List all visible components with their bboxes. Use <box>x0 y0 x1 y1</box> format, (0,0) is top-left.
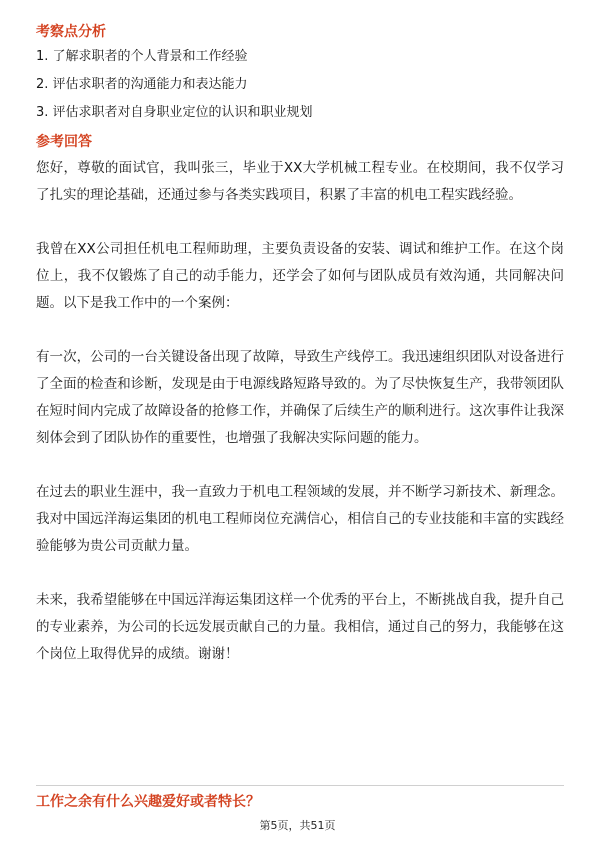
answer-paragraph-1: 您好，尊敬的面试官，我叫张三，毕业于XX大学机械工程专业。在校期间，我不仅学习了扎实的理论基础，还通过参与各类实践项目，积累了丰富的机电工程实践经验。 <box>36 160 564 203</box>
answer-heading: 参考回答 <box>36 134 92 150</box>
next-question-heading: 工作之余有什么兴趣爱好或者特长？ <box>36 794 260 810</box>
paragraph-spacer <box>36 209 564 236</box>
paragraph-spacer <box>36 452 564 479</box>
page-number: 第5页，共51页 <box>259 819 336 832</box>
answer-paragraph-5: 未来，我希望能够在中国远洋海运集团这样一个优秀的平台上，不断挑战自我，提升自己的专业素养，为公司的长远发展贡献自己的力量。我相信，通过自己的努力，我能够在这个岗位上取得优异的成绩。谢谢！ <box>36 592 564 662</box>
paragraph-spacer <box>36 317 564 344</box>
page-content <box>36 22 564 668</box>
analysis-point-1: 1. 了解求职者的个人背景和工作经验 <box>36 49 248 64</box>
analysis-point-3: 3. 评估求职者对自身职业定位的认识和职业规划 <box>36 105 313 120</box>
answer-paragraph-3: 有一次，公司的一台关键设备出现了故障，导致生产线停工。我迅速组织团队对设备进行了全面的检查和诊断，发现是由于电源线路短路导致的。为了尽快恢复生产，我带领团队在短时间内完成了故障设备的抢修工作，并确保了后续生产的顺利进行。这次事件让我深刻体会到了团队协作的重要性，也增强了我解决实际问题的能力。 <box>36 349 564 446</box>
analysis-point-2: 2. 评估求职者的沟通能力和表达能力 <box>36 77 248 92</box>
paragraph-spacer <box>36 560 564 587</box>
answer-paragraph-2: 我曾在XX公司担任机电工程师助理，主要负责设备的安装、调试和维护工作。在这个岗位上，我不仅锻炼了自己的动手能力，还学会了如何与团队成员有效沟通，共同解决问题。以下是我工作中的一个案例： <box>36 241 564 311</box>
section-divider <box>36 785 564 786</box>
answer-paragraph-4: 在过去的职业生涯中，我一直致力于机电工程领域的发展，并不断学习新技术、新理念。我对中国远洋海运集团的机电工程师岗位充满信心，相信自己的专业技能和丰富的实践经验能够为贵公司贡献力量。 <box>36 484 564 554</box>
analysis-heading: 考察点分析 <box>36 24 106 40</box>
